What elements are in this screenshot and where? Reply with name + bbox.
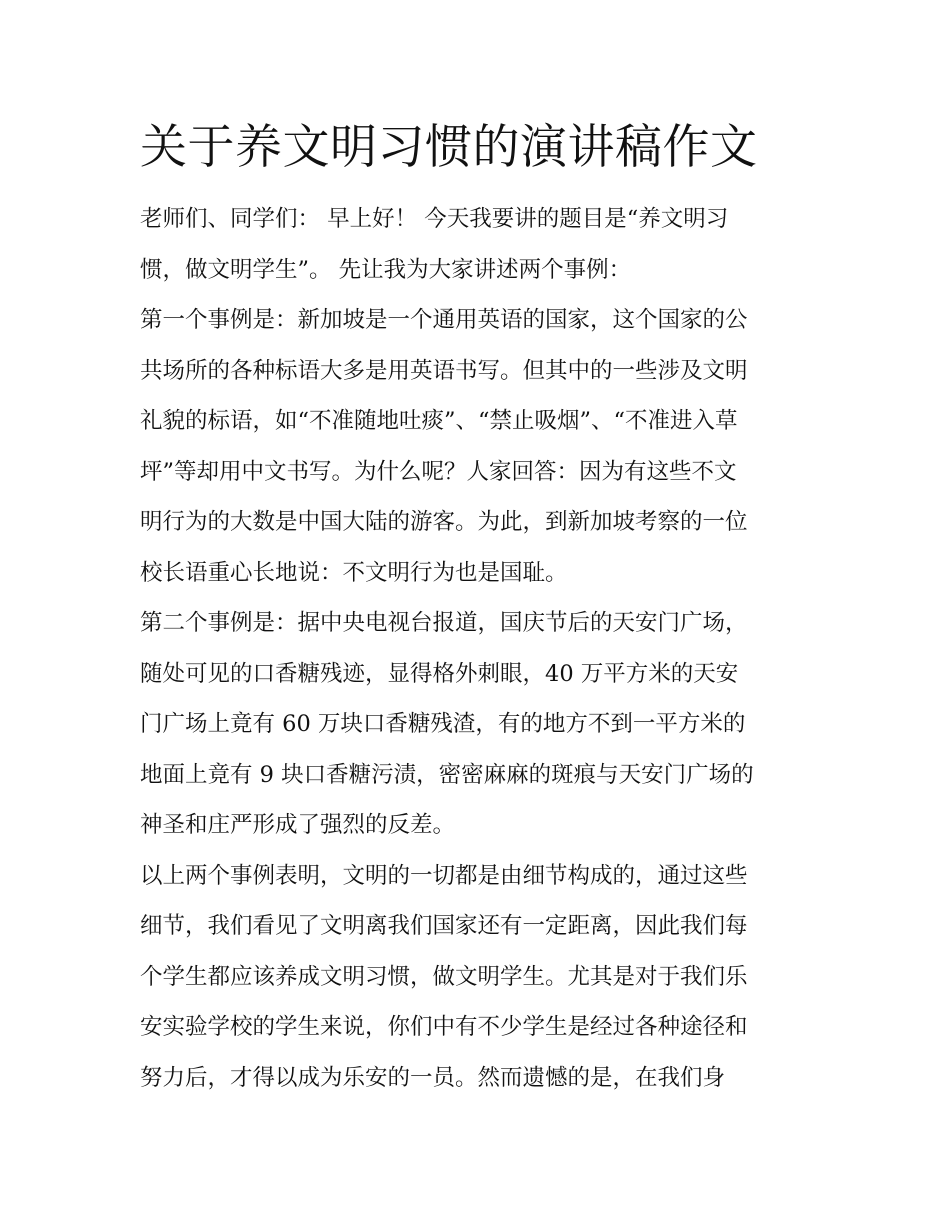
text-line: 努力后，才得以成为乐安的一员。然而遗憾的是，在我们身 <box>140 1064 726 1091</box>
text-line: 共场所的各种标语大多是用英语书写。但其中的一些涉及文明 <box>140 357 748 384</box>
paragraph-greeting <box>140 194 815 295</box>
text-line: 神圣和庄严形成了强烈的反差。 <box>140 812 456 838</box>
paragraph-conclusion <box>140 851 815 1104</box>
text-line: 礼貌的标语，如“不准随地吐痰”、“禁止吸烟”、“不准进入草 <box>140 408 738 434</box>
text-line: 第二个事例是：据中央电视台报道，国庆节后的天安门广场， <box>140 610 748 636</box>
text-line: 个学生都应该养成文明习惯，做文明学生。尤其是对于我们乐 <box>140 963 748 990</box>
text-line: 校长语重心长地说：不文明行为也是国耻。 <box>140 559 568 586</box>
paragraph-example-two <box>140 598 815 851</box>
text-line: 门广场上竟有 60 万块口香糖残渣，有的地方不到一平方米的 <box>140 711 746 737</box>
text-line: 明行为的大数是中国大陆的游客。为此，到新加坡考察的一位 <box>140 509 748 535</box>
text-line: 惯，做文明学生”。 先让我为大家讲述两个事例： <box>140 256 632 283</box>
document-title: 关于养文明习惯的演讲稿作文 <box>140 120 758 175</box>
text-line: 以上两个事例表明，文明的一切都是由细节构成的，通过这些 <box>140 862 748 889</box>
text-line: 坪”等却用中文书写。为什么呢？人家回答：因为有这些不文 <box>140 458 737 485</box>
paragraph-example-one <box>140 295 815 598</box>
text-line: 地面上竟有 9 块口香糖污渍，密密麻麻的斑痕与天安门广场的 <box>140 761 754 788</box>
text-line: 随处可见的口香糖残迹，显得格外刺眼，40 万平方米的天安 <box>140 660 739 687</box>
text-line: 第一个事例是：新加坡是一个通用英语的国家，这个国家的公 <box>140 307 748 333</box>
text-line: 老师们、同学们： 早上好！ 今天我要讲的题目是“养文明习 <box>140 206 729 232</box>
document-body <box>140 112 815 1103</box>
text-line: 细节，我们看见了文明离我们国家还有一定距离，因此我们每 <box>140 913 748 939</box>
text-line: 安实验学校的学生来说，你们中有不少学生是经过各种途径和 <box>140 1014 748 1040</box>
